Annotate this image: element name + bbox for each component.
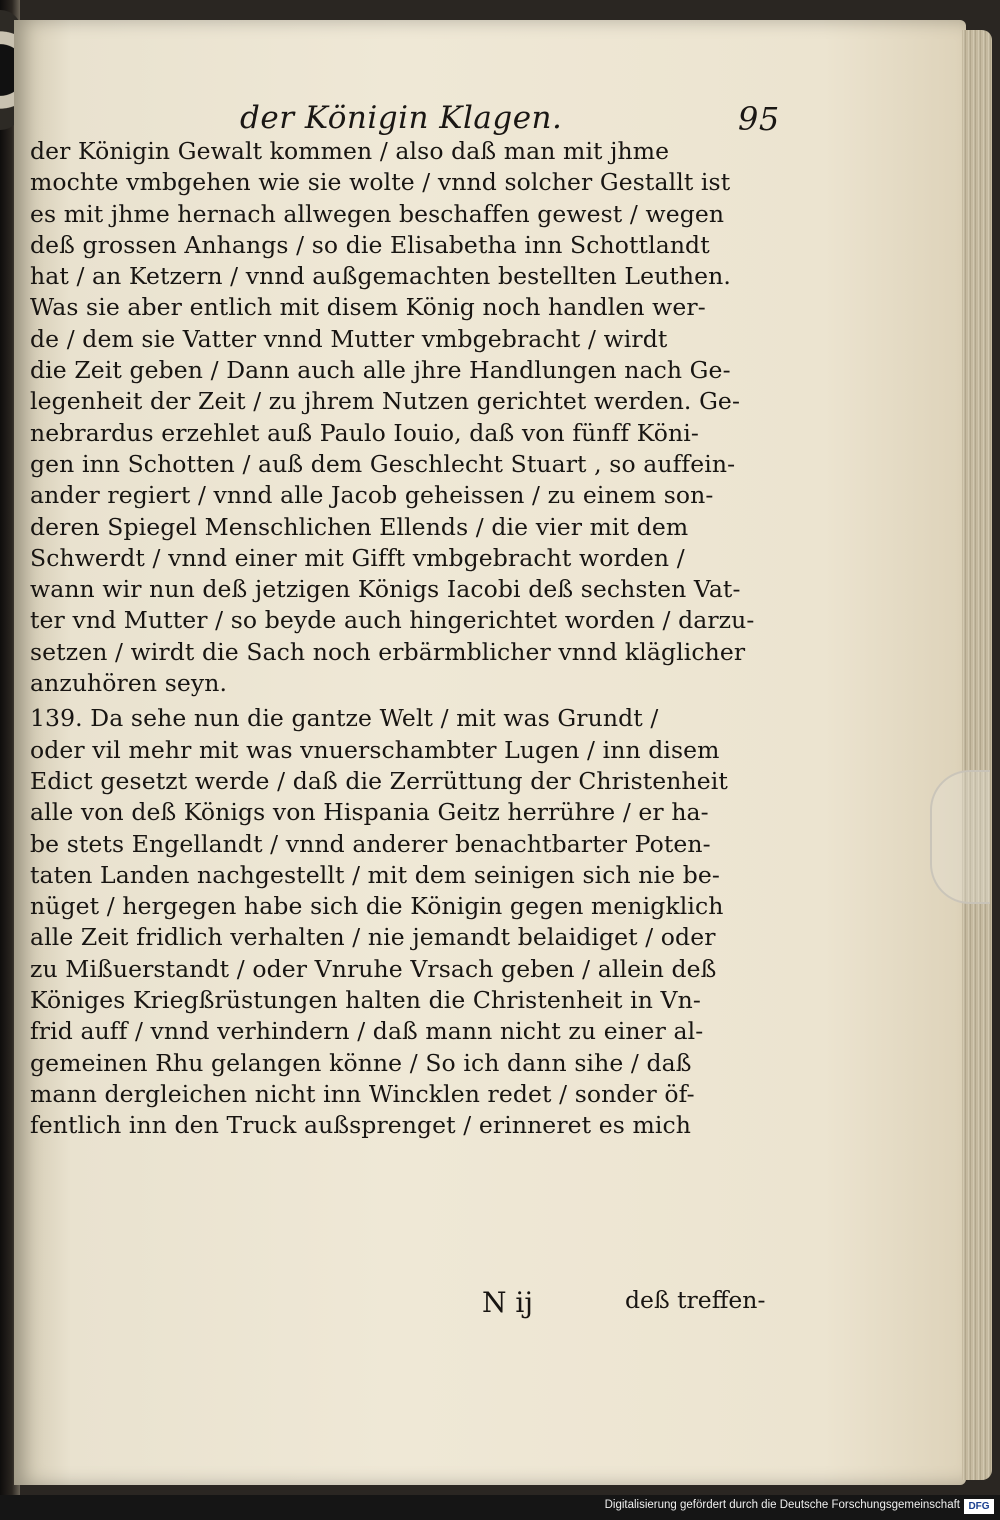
page-edges	[962, 30, 992, 1480]
text-line: deß grossen Anhangs / so die Elisabetha inn Schottlandt	[30, 230, 710, 259]
dfg-logo: DFG	[964, 1499, 994, 1514]
text-line: der Königin Gewalt kommen / also daß man mit jhme	[30, 137, 670, 165]
text-line: zu Mißuerstandt / oder Vnruhe Vrsach geben / allein deß	[30, 954, 717, 983]
text-line: fentlich inn den Truck außsprenget / erinneret es mich	[30, 1111, 692, 1140]
text-line: 139. Da sehe nun die gantze Welt / mit was Grundt /	[30, 704, 659, 733]
text-line: mann dergleichen nicht inn Wincklen redet / sonder öf-	[30, 1079, 695, 1108]
text-line: setzen / wirdt die Sach noch erbärmblicher vnnd kläglicher	[30, 637, 746, 666]
page-clip	[930, 770, 990, 904]
text-line: wann wir nun deß jetzigen Königs Iacobi deß sechsten Vat-	[30, 575, 741, 604]
text-line: Schwerdt / vnnd einer mit Gifft vmbgebracht worden /	[30, 543, 685, 572]
running-title: der Königin Klagen.	[240, 100, 563, 136]
text-line: alle Zeit fridlich verhalten / nie jemandt belaidiget / oder	[30, 923, 716, 952]
text-line: nebrardus erzehlet auß Paulo Iouio, daß von fünff Köni-	[30, 418, 699, 447]
page-footer	[30, 1286, 790, 1326]
credit-bar	[0, 1495, 1000, 1520]
text-line: frid auff / vnnd verhindern / daß mann nicht zu einer al-	[30, 1017, 704, 1046]
text-line: hat / an Ketzern / vnnd außgemachten bestellten Leuthen.	[30, 262, 731, 291]
signature-mark: N ij	[482, 1286, 534, 1319]
text-line: nüget / hergegen habe sich die Königin gegen menigklich	[30, 892, 724, 921]
text-line: alle von deß Königs von Hispania Geitz herrühre / er ha-	[30, 798, 709, 827]
text-line: legenheit der Zeit / zu jhrem Nutzen gerichtet werden. Ge-	[30, 387, 740, 416]
text-line: be stets Engellandt / vnnd anderer benachtbarter Poten-	[30, 829, 711, 858]
text-line: gemeinen Rhu gelangen könne / So ich dann sihe / daß	[30, 1048, 692, 1077]
catchword: deß treffen-	[625, 1286, 766, 1314]
text-line: oder vil mehr mit was vnuerschambter Lugen / inn disem	[30, 735, 720, 764]
text-line: mochte vmbgehen wie sie wolte / vnnd solcher Gestallt ist	[30, 168, 731, 197]
text-line: ander regiert / vnnd alle Jacob geheissen / zu einem son-	[30, 481, 714, 510]
text-line: Was sie aber entlich mit disem König noch handlen wer-	[30, 293, 706, 322]
text-line: de / dem sie Vatter vnnd Mutter vmbgebracht / wirdt	[30, 324, 668, 353]
text-line: ter vnd Mutter / so beyde auch hingerichtet worden / darzu-	[30, 606, 755, 635]
text-line: anzuhören seyn.	[30, 669, 228, 698]
text-line: die Zeit geben / Dann auch alle jhre Handlungen nach Ge-	[30, 356, 731, 385]
text-line: Edict gesetzt werde / daß die Zerrüttung der Christenheit	[30, 766, 728, 795]
text-line: Königes Kriegßrüstungen halten die Christenheit in Vn-	[30, 986, 701, 1015]
text-line: deren Spiegel Menschlichen Ellends / die vier mit dem	[30, 512, 689, 541]
text-line: es mit jhme hernach allwegen beschaffen gewest / wegen	[30, 199, 725, 228]
funding-credit: Digitalisierung gefördert durch die Deutsche Forschungsgemeinschaft	[604, 1499, 960, 1511]
page-number: 95	[738, 100, 780, 138]
text-line: gen inn Schotten / auß dem Geschlecht Stuart , so auffein-	[30, 449, 736, 478]
body-text	[30, 136, 790, 1142]
text-line: taten Landen nachgestellt / mit dem seinigen sich nie be-	[30, 860, 720, 889]
